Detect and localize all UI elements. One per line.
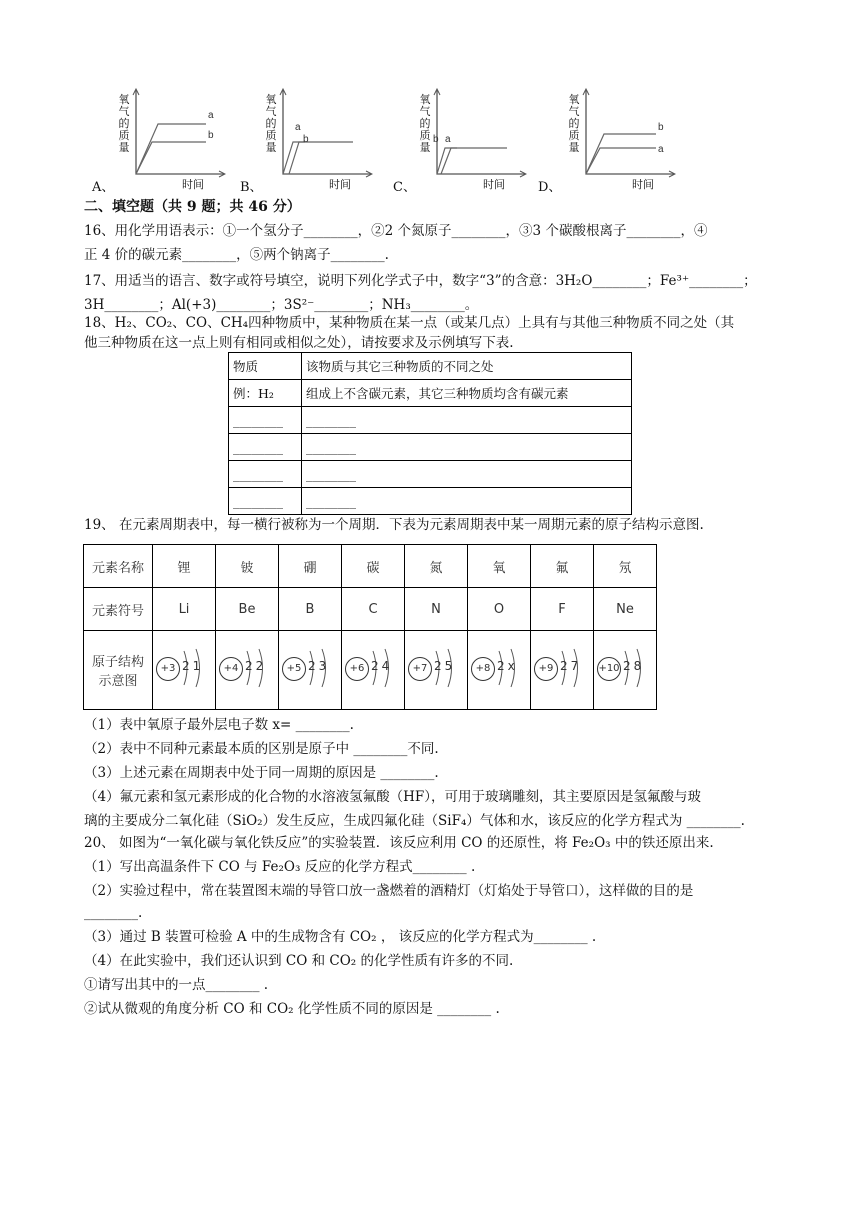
q20-intro: 20、 如图为“一氧化碳与氧化铁反应”的实验装置．该反应利用 CO 的还原性，将 Fe₂O₃ 中的铁还原出来.: [84, 835, 714, 851]
electron-shells: 28: [623, 659, 645, 673]
nucleus: +4: [219, 657, 243, 681]
q20-sub3: （3）通过 B 装置可检验 A 中的生成物含有 CO₂ ， 该反应的化学方程式为________ .: [84, 929, 597, 945]
element-name: 氟: [531, 545, 594, 588]
nucleus: +9: [534, 657, 558, 681]
table-row: [229, 407, 632, 434]
q18-line1: 18、H₂、CO₂、CO、CH₄四种物质中，某种物质在某一点（或某几点）上具有与其他三种物质不同之处（其: [84, 315, 735, 331]
section-heading: 二、填空题（共 9 题；共 46 分）: [84, 199, 301, 215]
element-symbol: O: [468, 588, 531, 631]
element-name: 碳: [342, 545, 405, 588]
electron-shells: 25: [434, 659, 456, 673]
q19-sub4b: 璃的主要成分二氧化硅（SiO₂）发生反应，生成四氟化硅（SiF₄）气体和水，该反应的化学方程式为 ________.: [84, 813, 745, 829]
q20-sub2a: （2）实验过程中，常在装置图末端的导管口放一盏燃着的酒精灯（灯焰处于导管口），这样做的目的是: [84, 883, 694, 899]
atom-diagram: [279, 631, 342, 710]
element-name: 氧: [468, 545, 531, 588]
nucleus: +5: [282, 657, 306, 681]
q20-sub4: （4）在此实验中，我们还认识到 CO 和 CO₂ 的化学性质有许多的不同.: [84, 953, 514, 969]
element-symbol: C: [342, 588, 405, 631]
q19-sub3: （3）上述元素在周期表中处于同一周期的原因是 ________.: [84, 765, 439, 781]
nucleus: +10: [597, 657, 621, 681]
y-axis-label: 氧 气 的 质 量: [568, 93, 580, 154]
curve-label: b: [303, 134, 309, 145]
curve-label: b: [658, 122, 664, 133]
element-name: 氖: [594, 545, 657, 588]
table-row: [84, 545, 657, 588]
graph-d: [566, 86, 676, 194]
curve-1: [136, 124, 206, 174]
graph-c: [417, 86, 527, 194]
table-row: [84, 631, 657, 710]
option-label: A、: [92, 180, 115, 195]
element-name: 氮: [405, 545, 468, 588]
atom-diagram: [594, 631, 657, 710]
table-row: [84, 588, 657, 631]
q16-line1: 16、用化学用语表示：①一个氢分子________，②2 个氮原子________，③3 个碳酸根离子________，④: [84, 223, 708, 239]
curve-label: b: [433, 134, 439, 145]
q20-sub4-1: ①请写出其中的一点________ .: [84, 977, 269, 993]
q16-line2: 正 4 价的碳元素________，⑤两个钠离子________.: [84, 247, 389, 263]
electron-shells: 2x: [497, 659, 518, 673]
graph-a: [116, 86, 226, 194]
axes: [437, 90, 525, 174]
element-symbol: B: [279, 588, 342, 631]
row-header: 元素符号: [84, 588, 153, 631]
q20-sub4-2: ②试从微观的角度分析 CO 和 CO₂ 化学性质不同的原因是 ________ .: [84, 1001, 500, 1017]
cell-difference[interactable]: ________: [302, 434, 632, 461]
curve-label: a: [295, 122, 301, 133]
curve-1: [437, 148, 507, 174]
cell-difference: 组成上不含碳元素，其它三种物质均含有碳元素: [302, 380, 632, 407]
option-label: D、: [538, 180, 562, 195]
element-name: 硼: [279, 545, 342, 588]
element-symbol: Li: [153, 588, 216, 631]
cell-substance: 物质: [229, 353, 302, 380]
element-symbol: Be: [216, 588, 279, 631]
electron-shells: 22: [245, 659, 267, 673]
electron-shells: 21: [182, 659, 204, 673]
q17-line1: 17、用适当的语言、数字或符号填空，说明下列化学式子中，数字“3”的含意：3H₂O________；Fe³⁺________；: [84, 273, 757, 289]
curve-label: b: [208, 130, 214, 141]
cell-difference[interactable]: ________: [302, 461, 632, 488]
element-symbol: N: [405, 588, 468, 631]
element-name: 铍: [216, 545, 279, 588]
table-row: [229, 353, 632, 380]
electron-shells: 24: [371, 659, 393, 673]
atom-diagram: [468, 631, 531, 710]
nucleus: +6: [345, 657, 369, 681]
element-name: 锂: [153, 545, 216, 588]
cell-difference[interactable]: ________: [302, 488, 632, 515]
element-symbol: Ne: [594, 588, 657, 631]
electron-shells: 27: [560, 659, 582, 673]
q18-table: [228, 352, 632, 515]
q20-sub2b: ________.: [84, 905, 143, 921]
q17-line2: 3H________；Al(+3)________；3S²⁻________；NH₃________。: [84, 297, 479, 313]
curve-label: a: [208, 110, 214, 121]
graph-b: [263, 86, 373, 194]
table-row: [229, 488, 632, 515]
option-label: C、: [393, 180, 416, 195]
table-row: [229, 461, 632, 488]
cell-substance[interactable]: ________: [229, 461, 302, 488]
nucleus: +3: [156, 657, 180, 681]
electron-shells: 23: [308, 659, 330, 673]
q18-line2: 他三种物质在这一点上则有相同或相似之处），请按要求及示例填写下表.: [84, 335, 514, 351]
x-axis-label: 时间: [329, 178, 351, 191]
cell-substance[interactable]: ________: [229, 434, 302, 461]
curve-label: a: [658, 144, 664, 155]
q19-periodic-table: [83, 544, 657, 710]
curve-2: [136, 142, 206, 174]
cell-difference[interactable]: ________: [302, 407, 632, 434]
q20-sub1: （1）写出高温条件下 CO 与 Fe₂O₃ 反应的化学方程式________ .: [84, 859, 476, 875]
nucleus: +7: [408, 657, 432, 681]
atom-diagram: [405, 631, 468, 710]
cell-difference: 该物质与其它三种物质的不同之处: [302, 353, 632, 380]
atom-diagram: [342, 631, 405, 710]
y-axis-label: 氧 气 的 质 量: [265, 93, 277, 154]
option-label: B、: [240, 180, 263, 195]
q19-sub1: （1）表中氧原子最外层电子数 x= ________.: [84, 717, 354, 733]
table-row: [229, 380, 632, 407]
y-axis-label: 氧 气 的 质 量: [118, 93, 130, 154]
q19-sub4a: （4）氟元素和氢元素形成的化合物的水溶液氢氟酸（HF），可用于玻璃雕刻，其主要原因是氢氟酸与玻: [84, 789, 701, 805]
q19-intro: 19、 在元素周期表中，每一横行被称为一个周期．下表为元素周期表中某一周期元素的原子结构示意图.: [84, 517, 704, 533]
y-axis-label: 氧 气 的 质 量: [419, 93, 431, 154]
atom-diagram: [531, 631, 594, 710]
row-header: 原子结构 示意图: [84, 631, 153, 710]
curve-label: a: [445, 134, 451, 145]
atom-diagram: [216, 631, 279, 710]
x-axis-label: 时间: [632, 178, 654, 191]
cell-substance: 例：H₂: [229, 380, 302, 407]
element-symbol: F: [531, 588, 594, 631]
x-axis-label: 时间: [182, 178, 204, 191]
row-header: 元素名称: [84, 545, 153, 588]
x-axis-label: 时间: [483, 178, 505, 191]
table-row: [229, 434, 632, 461]
q19-sub2: （2）表中不同种元素最本质的区别是原子中 ________不同.: [84, 741, 439, 757]
nucleus: +8: [471, 657, 495, 681]
atom-diagram: [153, 631, 216, 710]
cell-substance[interactable]: ________: [229, 407, 302, 434]
cell-substance[interactable]: ________: [229, 488, 302, 515]
